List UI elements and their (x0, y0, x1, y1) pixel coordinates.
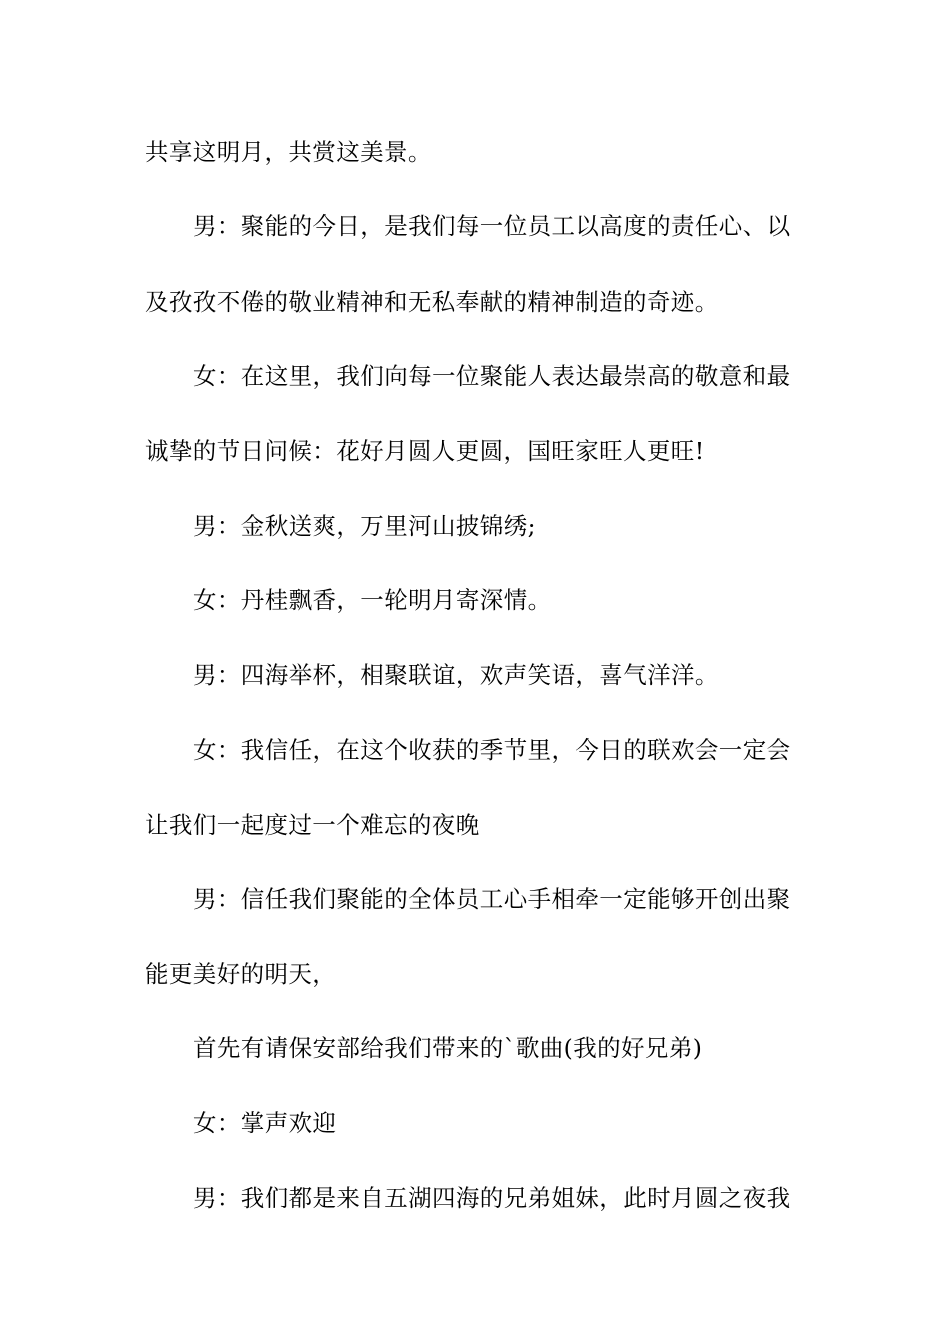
text-line-5: 诚挚的节日问候：花好月圆人更圆，国旺家旺人更旺! (145, 437, 705, 465)
text-line-12: 能更美好的明天， (145, 960, 337, 988)
text-line-13: 首先有请保安部给我们带来的`歌曲(我的好兄弟) (193, 1034, 703, 1062)
text-line-2: 男：聚能的今日，是我们每一位员工以高度的责任心、以 (193, 212, 791, 240)
text-line-8: 男：四海举杯，相聚联谊，欢声笑语，喜气洋洋。 (193, 661, 719, 689)
text-line-1: 共享这明月，共赏这美景。 (145, 138, 432, 166)
text-line-4: 女：在这里，我们向每一位聚能人表达最崇高的敬意和最 (193, 362, 791, 390)
text-line-15: 男：我们都是来自五湖四海的兄弟姐妹，此时月圆之夜我 (193, 1184, 791, 1212)
text-line-11: 男：信任我们聚能的全体员工心手相牵一定能够开创出聚 (193, 885, 791, 913)
text-line-3: 及孜孜不倦的敬业精神和无私奉献的精神制造的奇迹。 (145, 288, 719, 316)
text-line-14: 女：掌声欢迎 (193, 1109, 337, 1137)
text-line-9: 女：我信任，在这个收获的季节里，今日的联欢会一定会 (193, 736, 791, 764)
text-line-6: 男：金秋送爽，万里河山披锦绣; (193, 512, 536, 540)
text-line-10: 让我们一起度过一个难忘的夜晚 (145, 811, 480, 839)
text-line-7: 女：丹桂飘香，一轮明月寄深情。 (193, 586, 552, 614)
